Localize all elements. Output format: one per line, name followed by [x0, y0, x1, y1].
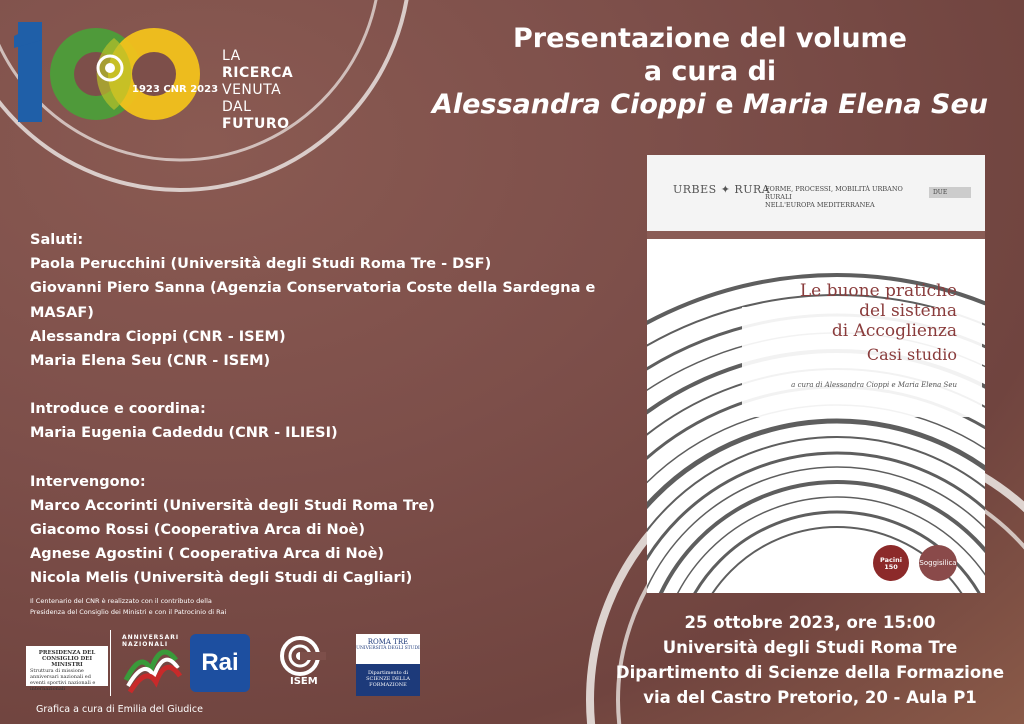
event-university: Università degli Studi Roma Tre: [662, 638, 958, 657]
cover-subtitle: Casi studio: [866, 345, 957, 364]
saluti-item: Alessandra Cioppi (CNR - ISEM): [30, 328, 286, 345]
saluti-item: Giovanni Piero Sanna (Agenzia Conservatoria Coste della Sardegna e MASAF): [30, 280, 596, 321]
title-line1: Presentazione del volume: [513, 23, 907, 54]
cnr-isem-logo: ISEM: [270, 632, 336, 694]
intervengono-item: Agnese Agostini ( Cooperativa Arca di Noè): [30, 546, 385, 563]
event-date: 25 ottobre 2023, ore 15:00: [684, 613, 936, 632]
series-name: FORME, PROCESSI, MOBILITÀ URBANO RURALI NELL'EUROPA MEDITERRANEA: [765, 185, 903, 209]
anniversari-nazionali-logo: ANNIVERSARI NAZIONALI: [116, 630, 186, 696]
logo-years: 1923 CNR 2023: [132, 84, 219, 95]
roma-tre-logo: ROMA TRE UNIVERSITÀ DEGLI STUDI Dipartimento di SCIENZE DELLA FORMAZIONE: [356, 634, 420, 696]
intervengono-item: Nicola Melis (Università degli Studi di Cagliari): [30, 570, 413, 587]
event-address: via del Castro Pretorio, 20 - Aula P1: [643, 688, 977, 707]
cover-editors: a cura di Alessandra Cioppi e Maria Elena Seu: [791, 381, 957, 389]
presidenza-logo: PRESIDENZA DEL CONSIGLIO DEI MINISTRI Struttura di missione anniversari nazionali ed eventi sportivi nazionali e internazionali: [26, 646, 108, 686]
event-details: [600, 610, 1020, 710]
saluti-item: Paola Perucchini (Università degli Studi Roma Tre - DSF): [30, 256, 492, 273]
saluti-item: Maria Elena Seu (CNR - ISEM): [30, 353, 271, 370]
introduce-item: Maria Eugenia Cadeddu (CNR - ILIESI): [30, 425, 338, 442]
intervengono-item: Marco Accorinti (Università degli Studi Roma Tre): [30, 497, 435, 514]
book-cover: [647, 155, 985, 593]
program-list: [30, 228, 650, 591]
logo-divider: [110, 630, 111, 696]
event-department: Dipartimento di Scienze della Formazione: [615, 663, 1005, 682]
cnr-centenary-logo: [14, 18, 294, 132]
cover-title: Le buone pratiche del sistema di Accoglienza: [799, 281, 957, 341]
soggisilica-badge: Soggisilica: [919, 545, 957, 581]
series-logo: URBES ✦ RURA: [673, 183, 771, 196]
introduce-heading: Introduce e coordina:: [30, 401, 206, 418]
saluti-heading: Saluti:: [30, 232, 84, 248]
title-line2: a cura di: [643, 56, 777, 87]
series-number: DUE: [929, 187, 971, 198]
pacini-badge: Pacini 150: [873, 545, 909, 581]
event-title: [430, 22, 990, 121]
intervengono-item: Giacomo Rossi (Cooperativa Arca di Noè): [30, 522, 366, 539]
centenary-credits: Il Centenario del CNR è realizzato con il contributo della Presidenza del Consiglio dei Ministri e con il Patrocinio di Rai: [30, 597, 227, 616]
logo-tagline: LA RICERCA VENUTA DAL FUTURO: [222, 48, 294, 132]
cover-header: [647, 155, 985, 239]
graphic-credit: Grafica a cura di Emilia del Giudice: [36, 704, 203, 715]
title-editors: Alessandra Cioppi e Maria Elena Seu: [431, 89, 989, 120]
intervengono-heading: Intervengono:: [30, 473, 146, 490]
rai-logo: Rai: [190, 634, 250, 692]
